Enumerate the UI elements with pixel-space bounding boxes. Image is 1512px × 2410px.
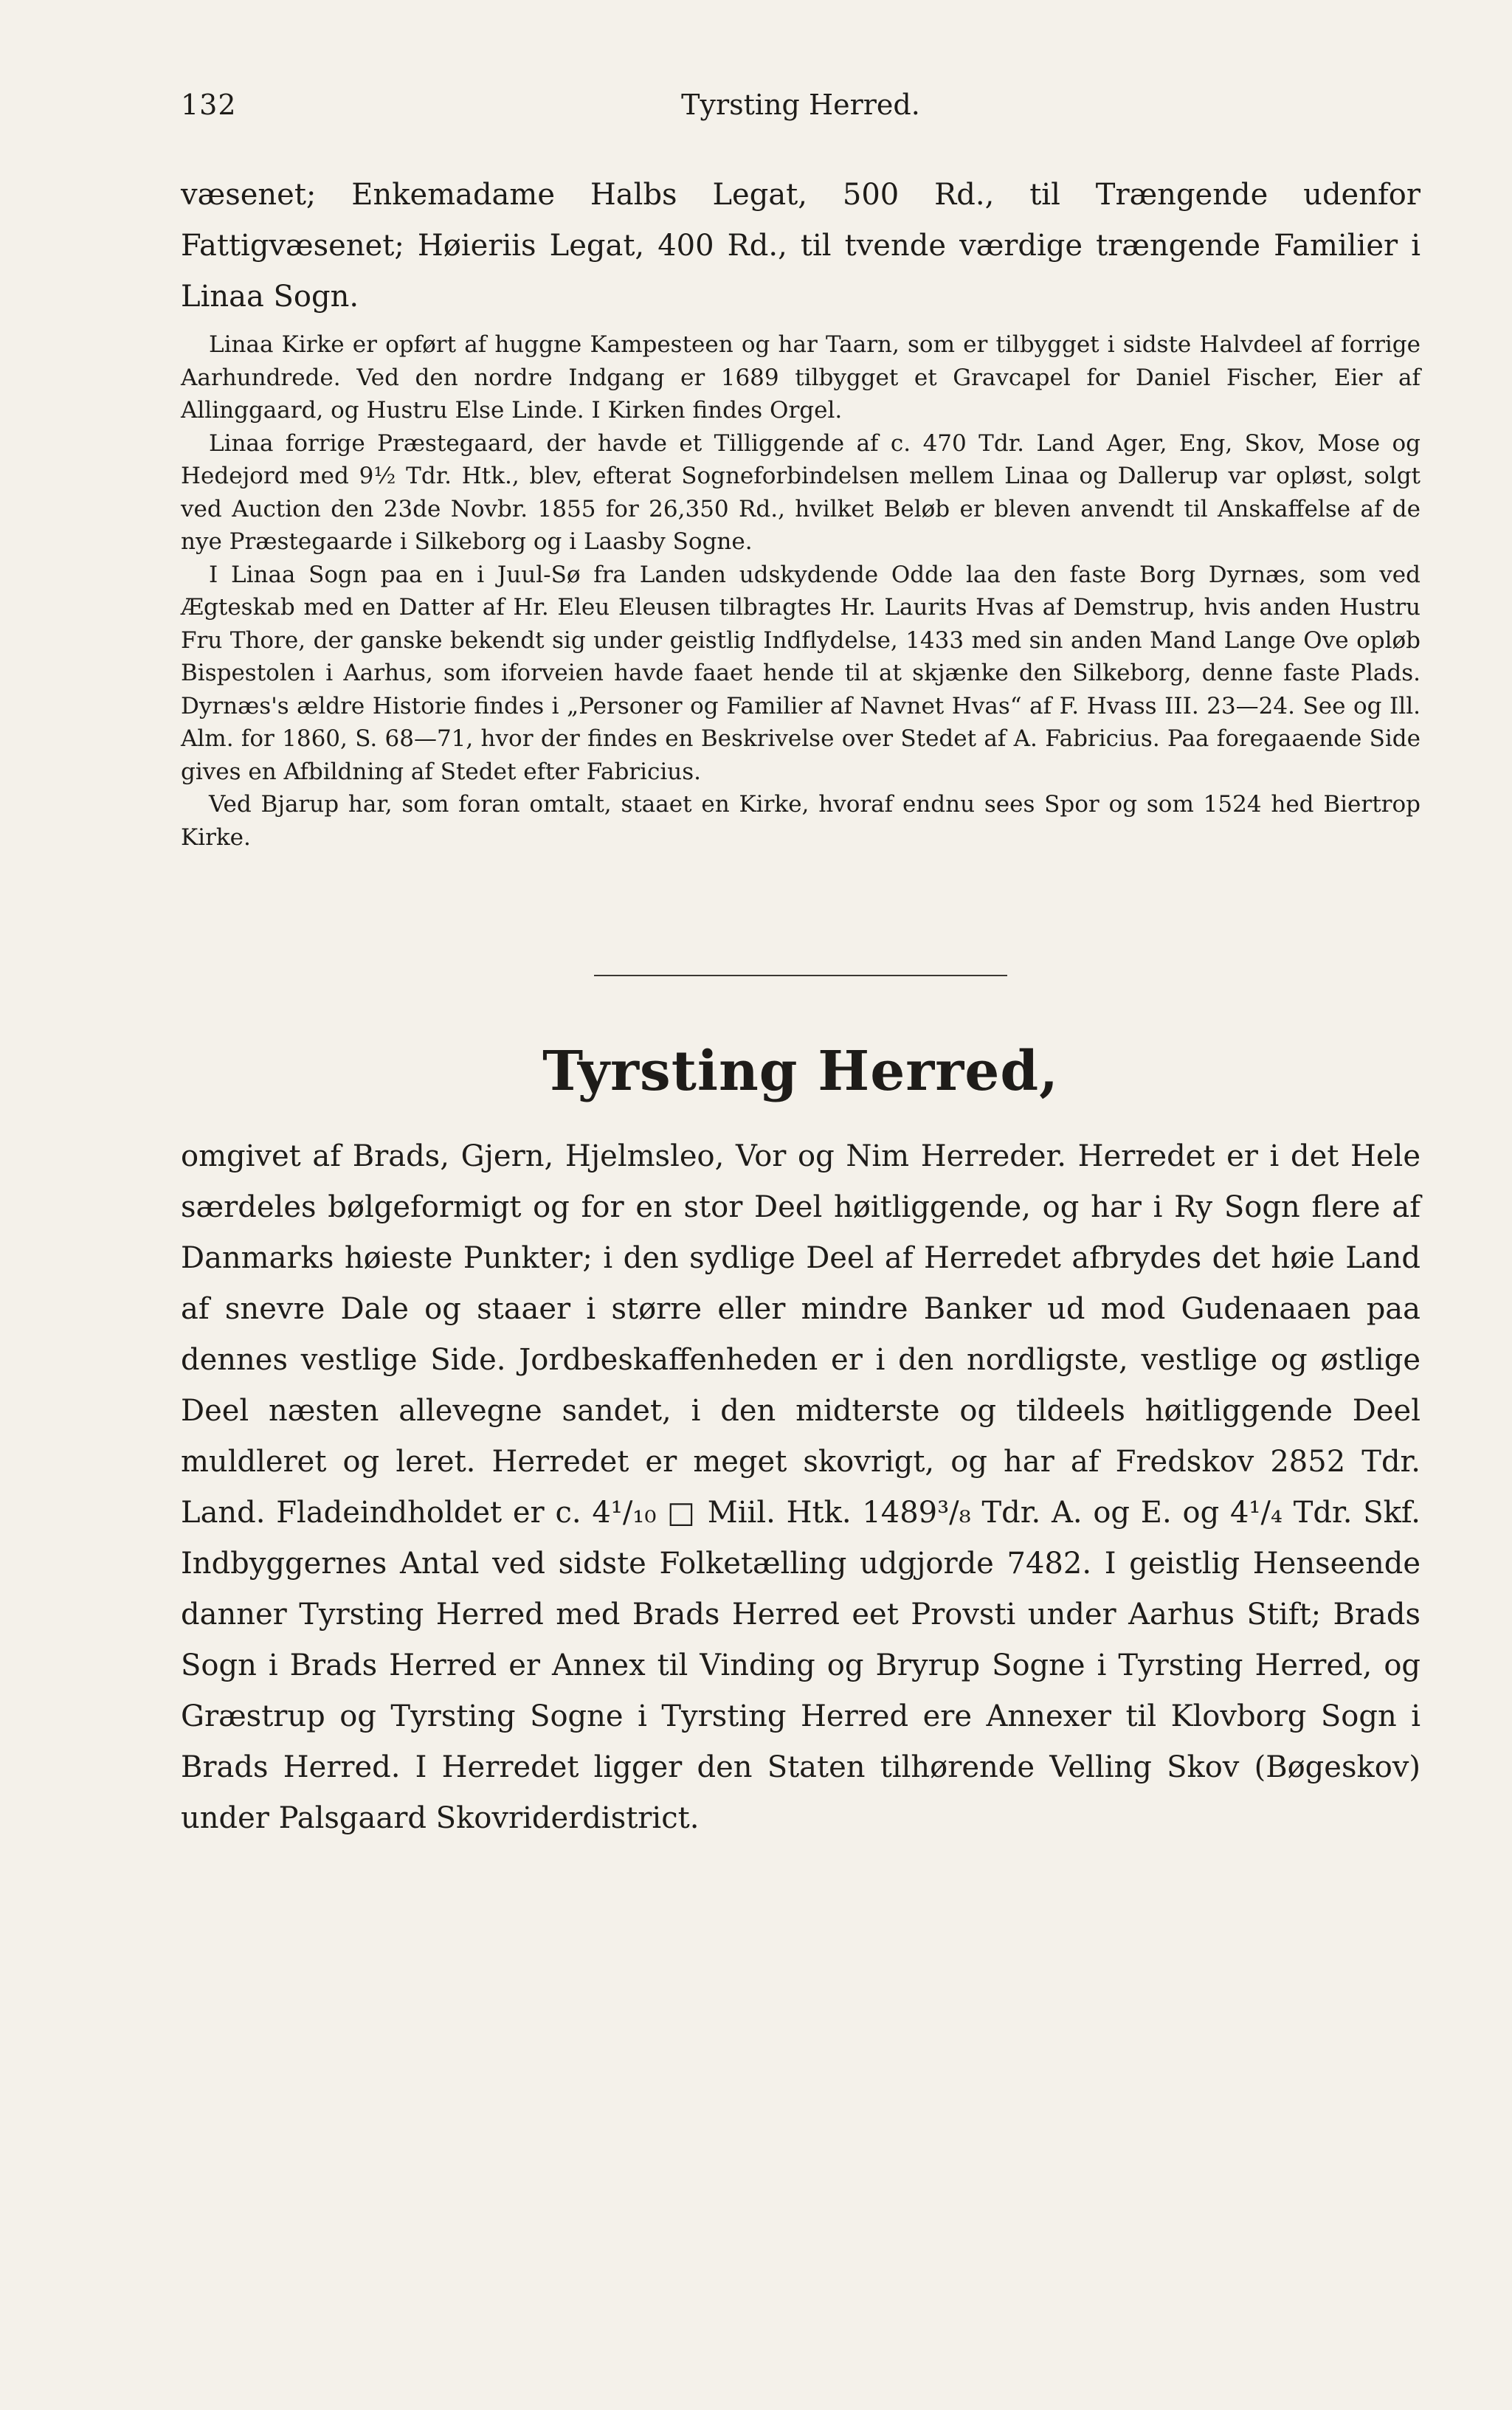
- note-paragraph: Ved Bjarup har, som foran omtalt, staaet en Kirke, hvoraf endnu sees Spor og som 1524 hed Biertrop Kirke.: [181, 791, 1420, 851]
- section-title: Tyrsting Herred,: [542, 1040, 1059, 1103]
- note-paragraph: Linaa Kirke er opført af huggne Kampesteen og har Taarn, som er tilbygget i sidste Halvdeel af forrige Aarhundrede. Ved den nordre Indgang er 1689 tilbygget et Gravcapel for Daniel Fischer, Eier af Allinggaard, og Hustru Else Linde. I Kirken findes Orgel.: [181, 331, 1420, 424]
- note-paragraph: Linaa forrige Præstegaard, der havde et Tilliggende af c. 470 Tdr. Land Ager, Eng, Skov, Mose og Hedejord med 9½ Tdr. Htk., blev, efterat Sogneforbindelsen mellem Linaa og Dallerup var opløst, solgt ved Auction den 23de Novbr. 1855 for 26,350 Rd., hvilket Beløb er bleven anvendt til Anskaffelse af de nye Præstegaarde i Silkeborg og i Laasby Sogne.: [181, 429, 1420, 555]
- running-title: Tyrsting Herred.: [681, 89, 920, 121]
- note-paragraph: I Linaa Sogn paa en i Juul-Sø fra Landen udskydende Odde laa den faste Borg Dyrnæs, som ved Ægteskab med en Datter af Hr. Eleu Eleusen tilbragtes Hr. Laurits Hvas af Demstrup, hvis anden Hustru Fru Thore, der ganske bekendt sig under geistlig Indflydelse, 1433 med sin anden Mand Lange Ove opløb Bispestolen i Aarhus, som iforveien havde faaet hende til at skjænke den Silkeborg, denne faste Plads. Dyrnæs's ældre Historie findes i „Personer og Familier af Navnet Hvas“ af F. Hvass III. 23—24. See og Ill. Alm. for 1860, S. 68—71, hvor der findes en Beskrivelse over Stedet af A. Fabricius. Paa foregaaende Side gives en Afbildning af Stedet efter Fabricius.: [181, 561, 1420, 785]
- page-number: 132: [181, 89, 237, 121]
- section-paragraph: omgivet af Brads, Gjern, Hjelmsleo, Vor og Nim Herreder. Herredet er i det Hele særdeles bølgeformigt og for en stor Deel høitliggende, og har i Ry Sogn flere af Danmarks høieste Punkter; i den sydlige Deel af Herredet afbrydes det høie Land af snevre Dale og staaer i større eller mindre Banker ud mod Gudenaaen paa dennes vestlige Side. Jordbeskaffenheden er i den nordligste, vestlige og østlige Deel næsten allevegne sandet, i den midterste og tildeels høitliggende Deel muldleret og leret. Herredet er meget skovrigt, og har af Fredskov 2852 Tdr. Land. Fladeindholdet er c. 4¹/₁₀ □ Miil. Htk. 1489³/₈ Tdr. A. og E. og 4¹/₄ Tdr. Skf. Indbyggernes Antal ved sidste Folketælling udgjorde 7482. I geistlig Henseende danner Tyrsting Herred med Brads Herred eet Provsti under Aarhus Stift; Brads Sogn i Brads Herred er Annex til Vinding og Bryrup Sogne i Tyrsting Herred, og Græstrup og Tyrsting Sogne i Tyrsting Herred ere Annexer til Klovborg Sogn i Brads Herred. I Herredet ligger den Staten tilhørende Velling Skov (Bøgeskov) under Palsgaard Skovriderdistrict.: [181, 1139, 1420, 1835]
- running-head: [181, 89, 1420, 133]
- section-divider: [594, 975, 1007, 976]
- small-print-notes: [181, 328, 1420, 854]
- book-page: [181, 89, 1420, 1844]
- continuation-paragraph: væsenet; Enkemadame Halbs Legat, 500 Rd., til Trængende udenfor Fattigvæsenet; Høieriis Legat, 400 Rd., til tvende værdige trængende Familier i Linaa Sogn.: [181, 178, 1420, 314]
